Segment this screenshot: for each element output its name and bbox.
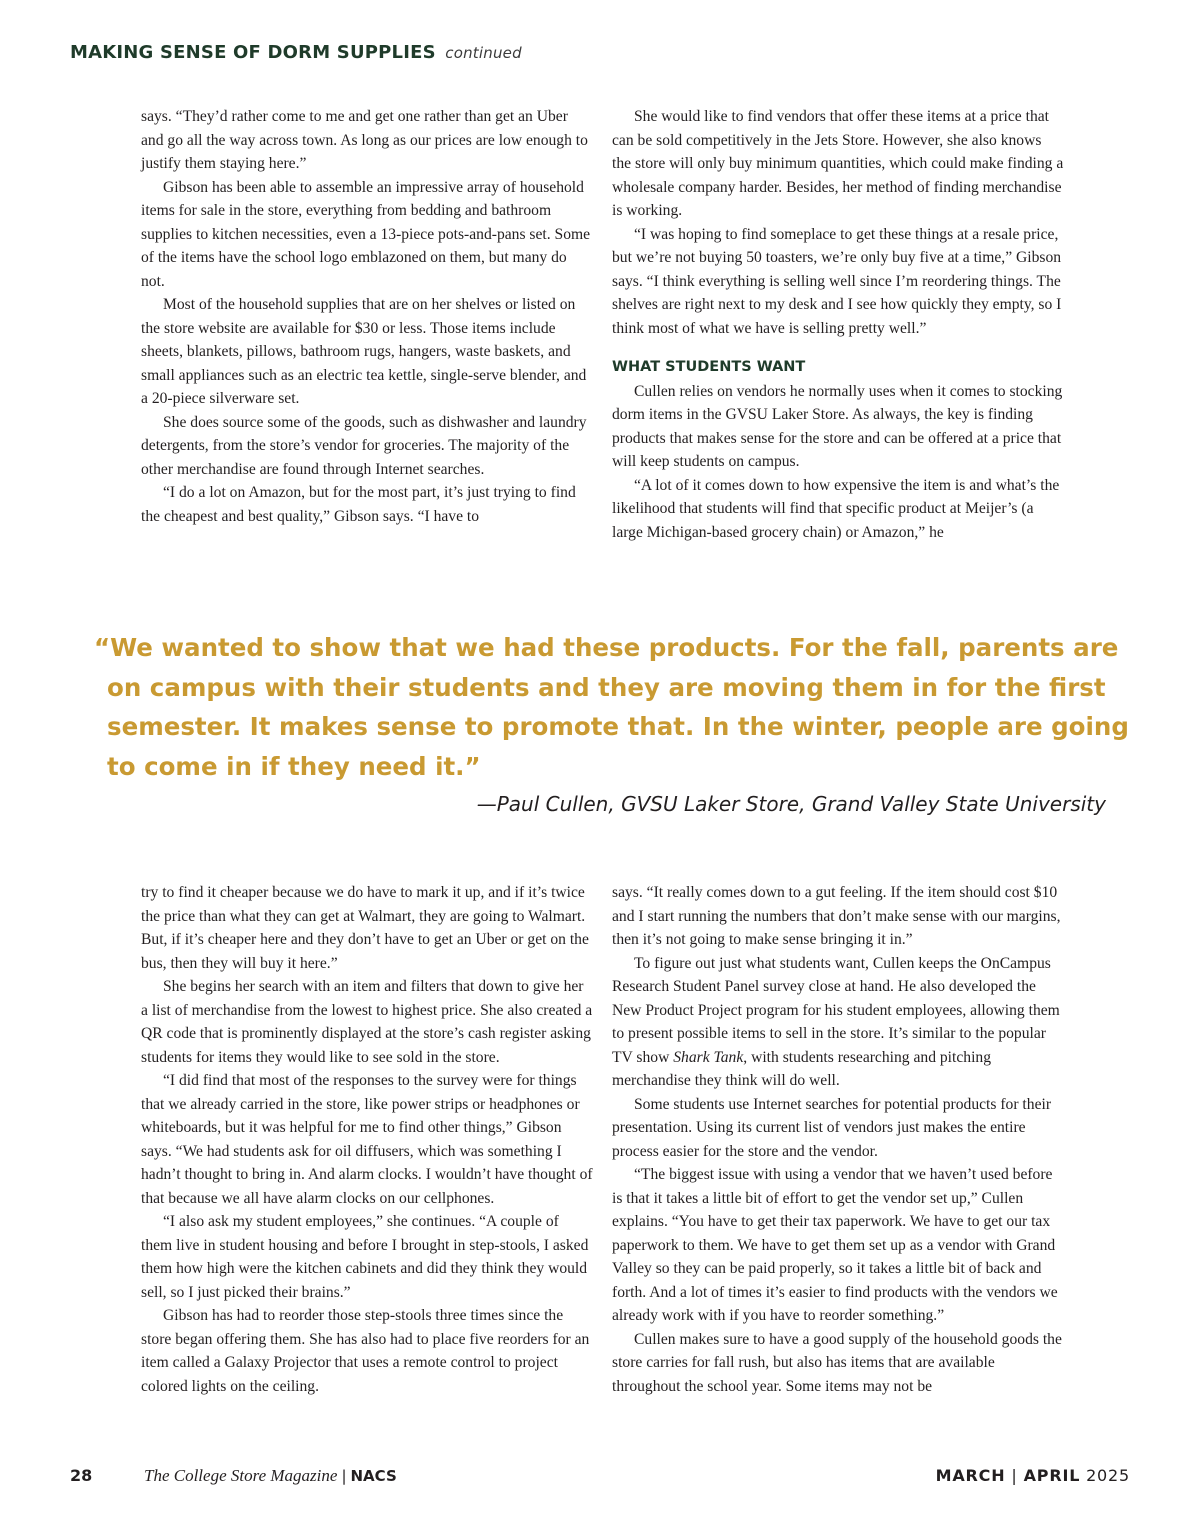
paragraph: “The biggest issue with using a vendor that we haven’t used before is that it takes a little bit of effort to get the vendor set up,” Cullen explains. “You have to get their tax paperwork. We have to get our tax paperwork to them. We have to get them set up as a vendor with Grand Valley so they can be paid properly, so it takes a little bit of back and forth. And a lot of times it’s easier to find products with the vendors we already work with if you have to reorder something.”: [612, 1166, 1058, 1324]
paragraph-text: , with students researching and pitching merchandise they think will do well.: [612, 1048, 991, 1089]
issue-month: MARCH: [935, 1466, 1006, 1485]
issue-month: APRIL: [1023, 1466, 1081, 1485]
column-top-left: [141, 105, 593, 528]
pull-quote-line: to come in if they need it.”: [107, 751, 481, 781]
magazine-name: [144, 1466, 397, 1486]
paragraph: “I do a lot on Amazon, but for the most part, it’s just trying to find the cheapest and best quality,” Gibson says. “I have to: [141, 484, 576, 525]
paragraph: “I also ask my student employees,” she continues. “A couple of them live in student housing and before I brought in step-stools, I asked them how high were the kitchen cabinets and did they think they would sell, so I just picked their brains.”: [141, 1213, 589, 1301]
column-bottom-left: [141, 881, 593, 1398]
issue-separator: |: [1011, 1466, 1018, 1485]
paragraph: Most of the household supplies that are on her shelves or listed on the store website are available for $30 or less. Those items include sheets, blankets, pillows, bathroom rugs, hangers, waste baskets, and small appliances such as an electric tea kettle, single-serve blender, and a 20-piece silverware set.: [141, 296, 587, 407]
organization-name: NACS: [350, 1467, 397, 1485]
section-gap: [612, 340, 1064, 356]
magazine-title: The College Store Magazine: [144, 1466, 338, 1485]
paragraph: She would like to find vendors that offer these items at a price that can be sold competitively in the Jets Store. However, she also knows the store will only buy minimum quantities, which could make finding a wholesale company harder. Besides, her method of finding merchandise is working.: [612, 108, 1064, 219]
running-header: [70, 42, 522, 63]
show-title: Shark Tank: [673, 1048, 744, 1066]
paragraph: Gibson has had to reorder those step-stools three times since the store began offering them. She has also had to place five reorders for an item called a Galaxy Projector that uses a remote control to project colored lights on the ceiling.: [141, 1307, 590, 1395]
section-heading: WHAT STUDENTS WANT: [612, 359, 806, 375]
paragraph: Some students use Internet searches for potential products for their presentation. Using its current list of vendors just makes the entire process easier for the store and the vendor.: [612, 1095, 1052, 1160]
paragraph: Cullen makes sure to have a good supply of the household goods the store carries for fall rush, but also has items that are available throughout the school year. Some items may not be: [612, 1330, 1062, 1395]
pull-quote-attribution: —Paul Cullen, GVSU Laker Store, Grand Valley State University: [476, 792, 1106, 816]
page-number: 28: [70, 1466, 93, 1485]
paragraph: says. “They’d rather come to me and get one rather than get an Uber and go all the way across town. As long as our prices are low enough to justify them staying here.”: [141, 108, 588, 172]
paragraph: “I was hoping to find someplace to get these things at a resale price, but we’re not buying 50 toasters, we’re only buy five at a time,” Gibson says. “I think everything is selling well since I’m reordering things. The shelves are right next to my desk and I see how quickly they empty, so I think most of what we have is selling pretty well.”: [612, 225, 1062, 337]
column-top-right: [612, 105, 1064, 544]
pull-quote-line: semester. It makes sense to promote that. In the winter, people are going: [107, 712, 1129, 741]
issue-date: [936, 1466, 1130, 1485]
pull-quote-line: on campus with their students and they are moving them in for the first: [107, 672, 1106, 702]
page-footer: [70, 1466, 1130, 1492]
header-title: MAKING SENSE OF DORM SUPPLIES: [70, 42, 436, 63]
paragraph: Cullen relies on vendors he normally uses when it comes to stocking dorm items in the GVSU Laker Store. As always, the key is finding products that makes sense for the store and can be offered at a price that will keep students on campus.: [612, 382, 1063, 470]
pull-quote-line: “We wanted to show that we had these products. For the fall, parents are: [94, 633, 1119, 662]
paragraph: [612, 952, 1064, 1093]
footer-separator: |: [341, 1467, 347, 1485]
header-continued: continued: [445, 44, 522, 62]
issue-year: 2025: [1086, 1466, 1130, 1485]
paragraph-text: To figure out just what students want, Cullen keeps the OnCampus Research Student Panel survey close at hand. He also developed the New Product Project program for his student employees, allowing them to present possible items to sell in the store. It’s similar to the popular TV show: [612, 954, 1060, 1066]
column-bottom-right: [612, 881, 1064, 1398]
paragraph: She does source some of the goods, such as dishwasher and laundry detergents, from the store’s vendor for groceries. The majority of the other merchandise are found through Internet searches.: [141, 413, 587, 478]
paragraph: try to find it cheaper because we do have to mark it up, and if it’s twice the price than what they can get at Walmart, they are going to Walmart. But, if it’s cheaper here and they don’t have to get an Uber or get on the bus, then they will buy it here.”: [141, 884, 589, 972]
paragraph: “A lot of it comes down to how expensive the item is and what’s the likelihood that students will find that specific product at Meijer’s (a large Michigan-based grocery chain) or Amazon,” he: [612, 476, 1060, 541]
pull-quote: [94, 628, 1129, 786]
paragraph: Gibson has been able to assemble an impressive array of household items for sale in the store, everything from bedding and bathroom supplies to kitchen necessities, even a 13-piece pots-and-pans set. Some of the items have the school logo emblazoned on them, but many do not.: [141, 178, 591, 290]
paragraph: says. “It really comes down to a gut feeling. If the item should cost $10 and I start running the numbers that don’t make sense with our margins, then it’s not going to make sense bringing it in.”: [612, 884, 1061, 948]
paragraph: She begins her search with an item and filters that down to give her a list of merchandise from the lowest to highest price. She also created a QR code that is prominently displayed at the store’s cash register asking students for items they would like to see sold in the store.: [141, 978, 593, 1066]
paragraph: “I did find that most of the responses to the survey were for things that we already carried in the store, like power strips or headphones or whiteboards, but it was helpful for me to find other things,” Gibson says. “We had students ask for oil diffusers, which was something I hadn’t thought to bring in. And alarm clocks. I wouldn’t have thought of that because we all have alarm clocks on our cellphones.: [141, 1072, 593, 1207]
